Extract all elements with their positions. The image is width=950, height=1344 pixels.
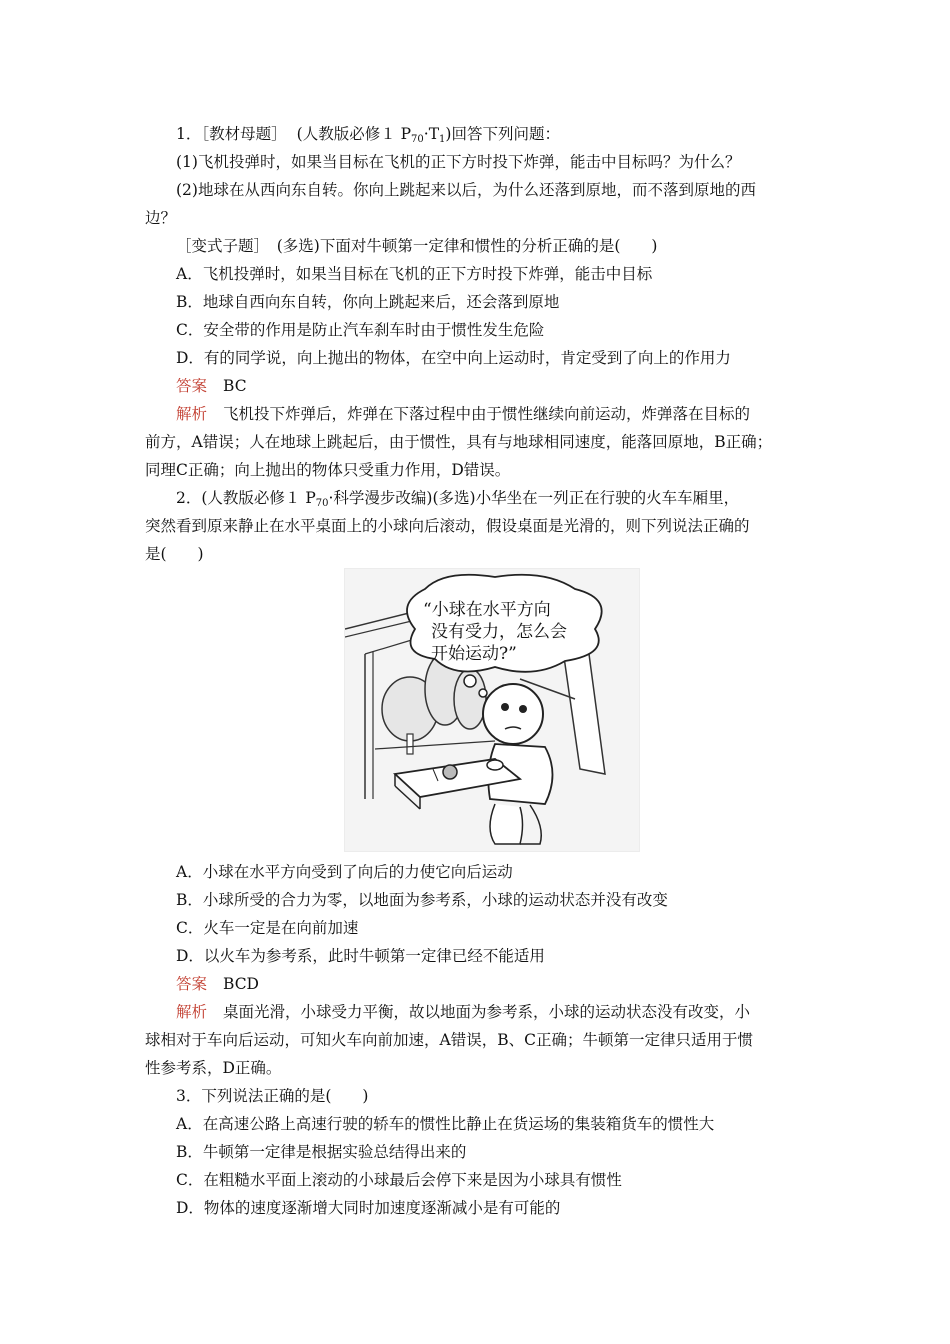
answer-label: 答案	[176, 377, 208, 395]
bubble-line1: “小球在水平方向	[423, 600, 551, 620]
q1-source-sub: 70	[411, 134, 424, 145]
q3-option-b: B．牛顿第一定律是根据实验总结得出来的	[176, 1143, 467, 1161]
q1-source-post: )回答下列问题：	[445, 125, 560, 143]
variant-analysis-line3: 同理C正确；向上抛出的物体只受重力作用，D错误。	[145, 461, 511, 479]
q2-stem-line1	[176, 488, 739, 514]
analysis-text: 飞机投下炸弹后，炸弹在下落过程中由于惯性继续向前运动，炸弹落在目标的	[223, 405, 751, 423]
q2-option-a: A．小球在水平方向受到了向后的力使它向后运动	[176, 863, 513, 881]
analysis-label: 解析	[176, 1003, 208, 1021]
q3-option-c: C．在粗糙水平面上滚动的小球最后会停下来是因为小球具有惯性	[176, 1171, 622, 1189]
analysis-text: 桌面光滑，小球受力平衡，故以地面为参考系，小球的运动状态没有改变，小	[223, 1003, 751, 1021]
answer-value: BC	[223, 377, 247, 395]
q2-answer	[176, 974, 259, 994]
q2-option-c: C．火车一定是在向前加速	[176, 919, 359, 937]
q2-stem-line2: 突然看到原来静止在水平桌面上的小球向后滚动，假设桌面是光滑的，则下列说法正确的	[145, 517, 750, 535]
answer-label: 答案	[176, 975, 208, 993]
q1-source-mid: ·T	[423, 125, 440, 143]
variant-analysis-line1	[176, 404, 750, 424]
q1-source: (人教版必修１ P	[296, 125, 412, 143]
q1-sub2-line1: (2)地球在从西向东自转。你向上跳起来以后，为什么还落到原地，而不落到原地的西	[176, 181, 756, 199]
q1-sub2-line2: 边？	[145, 209, 177, 227]
answer-value: BCD	[223, 975, 259, 993]
q3-option-d: D．物体的速度逐渐增大同时加速度逐渐减小是有可能的	[176, 1199, 561, 1217]
q1-tag: ［教材母题］	[201, 125, 287, 143]
q2-analysis-line1	[176, 1002, 750, 1022]
q1-stem	[176, 124, 560, 150]
bubble-line2: 没有受力，怎么会	[431, 622, 567, 642]
variant-option-c: C．安全带的作用是防止汽车刹车时由于惯性发生危险	[176, 321, 545, 339]
q1-sub1: (1)飞机投弹时，如果当目标在飞机的正下方时投下炸弹，能击中目标吗？为什么？	[176, 153, 741, 171]
q3-stem: 3．下列说法正确的是( )	[176, 1087, 369, 1105]
q2-analysis-line2: 球相对于车向后运动，可知火车向前加速，A错误，B、C正确；牛顿第一定律只适用于惯	[145, 1031, 753, 1049]
q2-option-d: D．以火车为参考系，此时牛顿第一定律已经不能适用	[176, 947, 545, 965]
variant-option-d: D．有的同学说，向上抛出的物体，在空中向上运动时，肯定受到了向上的作用力	[176, 349, 731, 367]
variant-analysis-line2: 前方，A错误；人在地球上跳起后，由于惯性，具有与地球相同速度，能落回原地，B正确；	[145, 433, 773, 451]
q2-stem-sub: 70	[315, 498, 329, 509]
q2-stem-pre: 2．(人教版必修１ P	[176, 489, 316, 507]
variant-option-b: B．地球自西向东自转，你向上跳起来后，还会落到原地	[176, 293, 560, 311]
variant-answer	[176, 376, 247, 396]
q3-option-a: A．在高速公路上高速行驶的轿车的惯性比静止在货运场的集装箱货车的惯性大	[176, 1115, 715, 1133]
q1-number: 1．	[176, 125, 202, 143]
q2-stem-line3: 是( )	[145, 545, 204, 563]
q2-option-b: B．小球所受的合力为零，以地面为参考系，小球的运动状态并没有改变	[176, 891, 668, 909]
q2-stem-post: ·科学漫步改编)(多选)小华坐在一列正在行驶的火车车厢里，	[328, 489, 740, 507]
variant-stem: ［变式子题］ (多选)下面对牛顿第一定律和惯性的分析正确的是( )	[176, 237, 658, 255]
bubble-line3: 开始运动?”	[431, 644, 517, 664]
q1-source-sub2: 1	[439, 134, 446, 145]
q2-analysis-line3: 性参考系，D正确。	[145, 1059, 282, 1077]
cartoon-illustration	[344, 568, 640, 852]
analysis-label: 解析	[176, 405, 208, 423]
variant-option-a: A．飞机投弹时，如果当目标在飞机的正下方时投下炸弹，能击中目标	[176, 265, 653, 283]
